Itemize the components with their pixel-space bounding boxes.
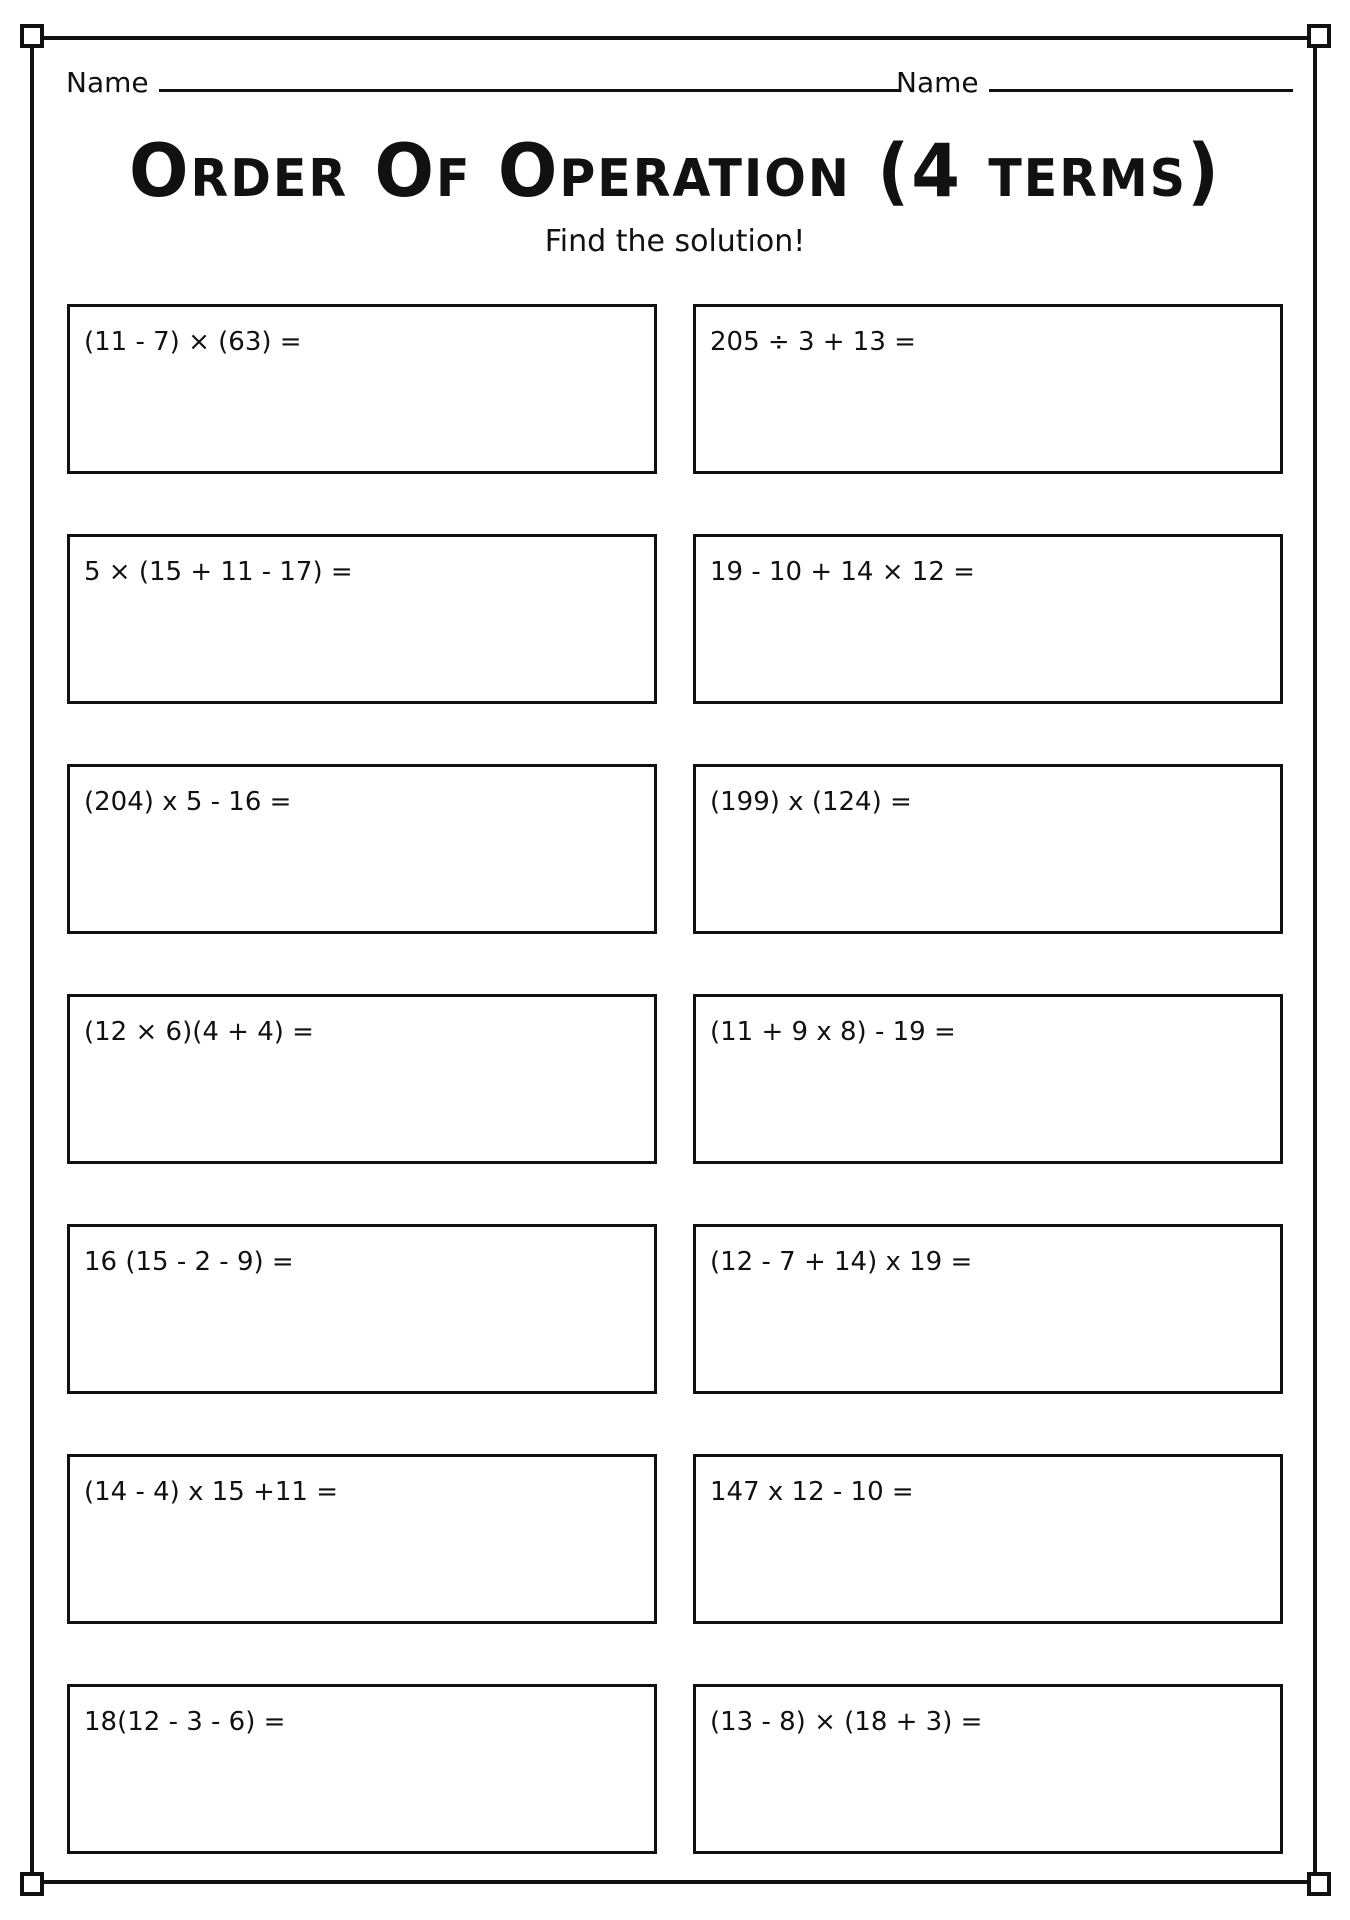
corner-square-top-left bbox=[20, 24, 44, 48]
problem-box[interactable] bbox=[67, 1454, 657, 1624]
problem-box[interactable] bbox=[67, 1224, 657, 1394]
problem-box[interactable] bbox=[67, 764, 657, 934]
problem-expression: (12 - 7 + 14) x 19 = bbox=[710, 1247, 973, 1277]
corner-square-bottom-right bbox=[1307, 1872, 1331, 1896]
problem-box[interactable] bbox=[67, 304, 657, 474]
problem-expression: 18(12 - 3 - 6) = bbox=[84, 1707, 286, 1737]
problem-box[interactable] bbox=[693, 1454, 1283, 1624]
problem-box[interactable] bbox=[67, 1684, 657, 1854]
name-label: Name bbox=[66, 66, 149, 99]
problem-expression: 205 ÷ 3 + 13 = bbox=[710, 327, 916, 357]
problem-box[interactable] bbox=[693, 764, 1283, 934]
corner-square-top-right bbox=[1307, 24, 1331, 48]
problem-box[interactable] bbox=[693, 1224, 1283, 1394]
problem-expression: (12 × 6)(4 + 4) = bbox=[84, 1017, 314, 1047]
problem-expression: (14 - 4) x 15 +11 = bbox=[84, 1477, 339, 1507]
problem-expression: (11 - 7) × (63) = bbox=[84, 327, 302, 357]
problem-expression: 5 × (15 + 11 - 17) = bbox=[84, 557, 353, 587]
problem-box[interactable] bbox=[67, 534, 657, 704]
problem-box[interactable] bbox=[693, 1684, 1283, 1854]
problem-box[interactable] bbox=[693, 534, 1283, 704]
problem-expression: 147 x 12 - 10 = bbox=[710, 1477, 914, 1507]
name-label: Name bbox=[896, 66, 979, 99]
problem-expression: 16 (15 - 2 - 9) = bbox=[84, 1247, 294, 1277]
name-field-right bbox=[896, 66, 1293, 99]
problem-expression: 19 - 10 + 14 × 12 = bbox=[710, 557, 975, 587]
problem-expression: (199) x (124) = bbox=[710, 787, 912, 817]
problem-expression: (11 + 9 x 8) - 19 = bbox=[710, 1017, 956, 1047]
name-blank-line[interactable] bbox=[989, 67, 1293, 92]
worksheet-title: Order Of Operation (4 terms) bbox=[128, 127, 1221, 215]
problem-expression: (204) x 5 - 16 = bbox=[84, 787, 292, 817]
problem-box[interactable] bbox=[693, 994, 1283, 1164]
name-blank-line[interactable] bbox=[159, 67, 901, 92]
name-field-left bbox=[66, 66, 901, 99]
problem-box[interactable] bbox=[67, 994, 657, 1164]
problem-box[interactable] bbox=[693, 304, 1283, 474]
problem-expression: (13 - 8) × (18 + 3) = bbox=[710, 1707, 983, 1737]
corner-square-bottom-left bbox=[20, 1872, 44, 1896]
worksheet-subtitle: Find the solution! bbox=[544, 224, 806, 259]
